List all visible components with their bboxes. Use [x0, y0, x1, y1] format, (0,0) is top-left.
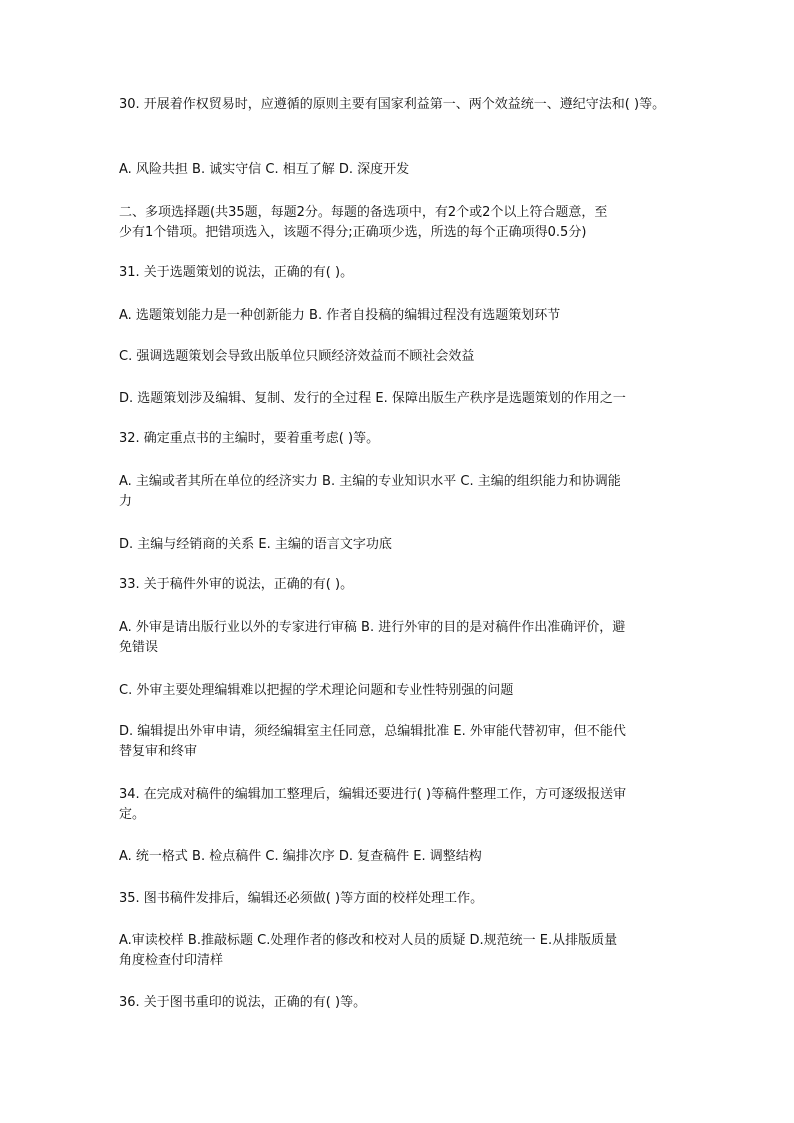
question-33-options-1-cont: 免错误 [119, 640, 159, 655]
question-35-stem: 35. 图书稿件发排后，编辑还必须做( )等方面的校样处理工作。 [119, 891, 484, 906]
question-34-stem: 34. 在完成对稿件的编辑加工整理后，编辑还要进行( )等稿件整理工作，方可逐级报送审 [119, 787, 627, 802]
question-31-options-2: C. 强调选题策划会导致出版单位只顾经济效益而不顾社会效益 [119, 349, 475, 364]
question-33-options-3-cont: 替复审和终审 [119, 744, 198, 759]
question-34-stem-cont: 定。 [119, 807, 146, 822]
question-33-options-2: C. 外审主要处理编辑难以把握的学术理论问题和专业性特别强的问题 [119, 683, 514, 698]
question-31-stem: 31. 关于选题策划的说法，正确的有( )。 [119, 265, 354, 280]
question-33-stem: 33. 关于稿件外审的说法，正确的有( )。 [119, 577, 354, 592]
question-30-stem: 30. 开展着作权贸易时，应遵循的原则主要有国家利益第一、两个效益统一、遵纪守法和( )等。 [119, 97, 666, 112]
question-31-options-1: A. 选题策划能力是一种创新能力 B. 作者自投稿的编辑过程没有选题策划环节 [119, 308, 561, 323]
question-34-options: A. 统一格式 B. 检点稿件 C. 编排次序 D. 复查稿件 E. 调整结构 [119, 849, 482, 864]
question-32-options-2: D. 主编与经销商的关系 E. 主编的语言文字功底 [119, 537, 392, 552]
question-32-stem: 32. 确定重点书的主编时，要着重考虑( )等。 [119, 431, 380, 446]
question-35-options-cont: 角度检查付印清样 [119, 953, 224, 968]
question-35-options: A.审读校样 B.推敲标题 C.处理作者的修改和校对人员的质疑 D.规范统一 E.从排版质量 [119, 933, 618, 948]
section-heading-line-2: 少有1个错项。把错项选入，该题不得分;正确项少选，所选的每个正确项得0.5分) [119, 225, 587, 240]
question-32-options-1: A. 主编或者其所在单位的经济实力 B. 主编的专业知识水平 C. 主编的组织能力和协调能 [119, 474, 621, 489]
question-30-options: A. 风险共担 B. 诚实守信 C. 相互了解 D. 深度开发 [119, 162, 410, 177]
question-33-options-1: A. 外审是请出版行业以外的专家进行审稿 B. 进行外审的目的是对稿件作出准确评价，避 [119, 620, 626, 635]
question-32-options-1-cont: 力 [119, 494, 133, 509]
section-heading-line-1: 二、多项选择题(共35题，每题2分。每题的备选项中，有2个或2个以上符合题意，至 [119, 205, 608, 220]
question-36-stem: 36. 关于图书重印的说法，正确的有( )等。 [119, 995, 367, 1010]
question-33-options-3: D. 编辑提出外审申请，须经编辑室主任同意，总编辑批准 E. 外审能代替初审，但不能代 [119, 724, 626, 739]
question-31-options-3: D. 选题策划涉及编辑、复制、发行的全过程 E. 保障出版生产秩序是选题策划的作用之一 [119, 391, 626, 406]
